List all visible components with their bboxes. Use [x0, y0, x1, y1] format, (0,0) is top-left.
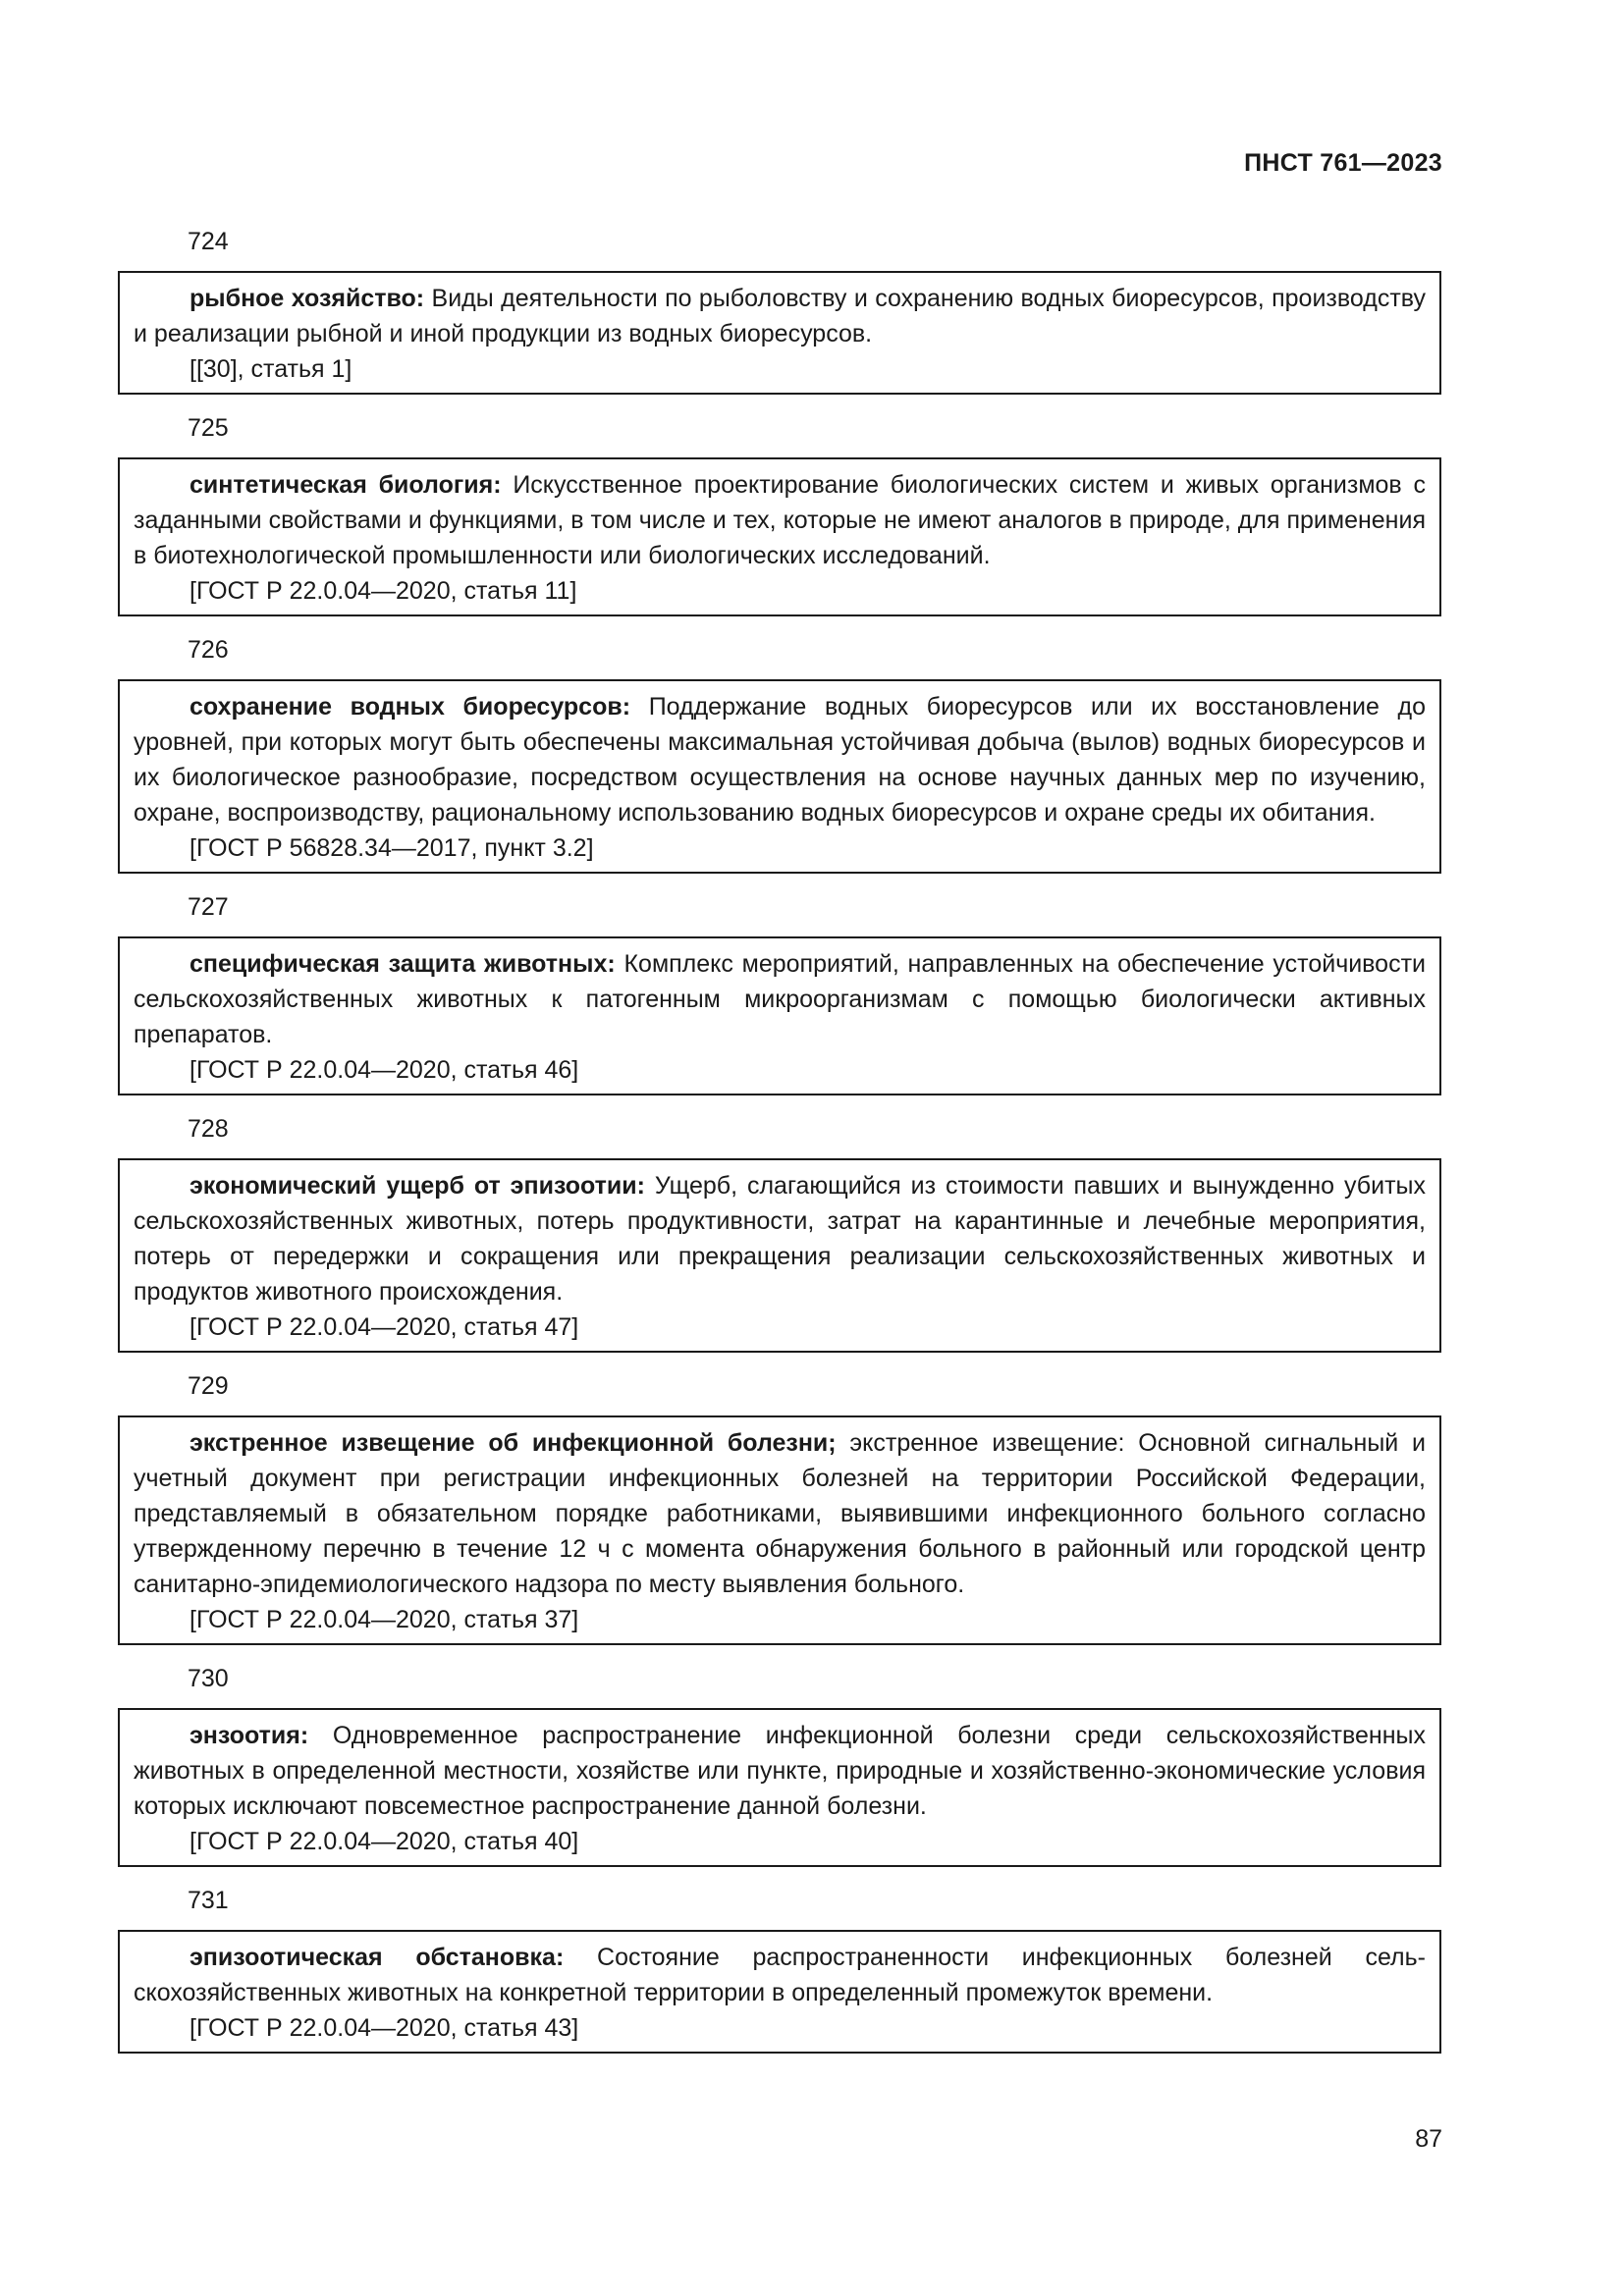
entry-definition — [134, 281, 1426, 351]
entry-definition-text: Ущерб, слагающийся из стоимости павших и вынужденно убитых сельскохозяйственных животных, потерь продуктивности, затрат на карантинные и лечебные мероприятия, потерь от передержки и сокращения или прекращения реализации сельскохозяйственных животных и продуктов животного происхождения. — [134, 1172, 1426, 1306]
entry-number: 728 — [188, 1115, 229, 1143]
entry-term: синтетическая биология: — [189, 471, 502, 499]
entry-definition — [134, 689, 1426, 830]
term-entry-729 — [118, 1368, 1441, 1645]
entry-source: [ГОСТ Р 22.0.04—2020, статья 46] — [189, 1056, 579, 1084]
entry-source: [ГОСТ Р 22.0.04—2020, статья 11] — [189, 577, 577, 605]
entry-definition-text: Искусственное проектирование биологических систем и живых организмов с заданными свойствами и функциями, в том числе и тех, которые не имеют аналогов в природе, для применения в биотехнологической промышленности или биологических исследований. — [134, 471, 1426, 569]
entry-source: [ГОСТ Р 56828.34—2017, пункт 3.2] — [189, 834, 594, 862]
entry-box — [118, 271, 1441, 395]
entry-source: [ГОСТ Р 22.0.04—2020, статья 43] — [189, 2014, 579, 2042]
term-entry-727 — [118, 889, 1441, 1095]
term-entry-726 — [118, 632, 1441, 874]
entry-box — [118, 1415, 1441, 1645]
entry-number: 726 — [188, 636, 229, 664]
entry-term: энзоотия: — [189, 1722, 309, 1749]
entry-term: экстренное извещение об инфекционной болезни; — [189, 1429, 837, 1457]
entry-source: [ГОСТ Р 22.0.04—2020, статья 47] — [189, 1313, 579, 1341]
entry-number: 725 — [188, 414, 229, 442]
term-entry-730 — [118, 1661, 1441, 1867]
entry-definition — [134, 1940, 1426, 2010]
entry-term: экономический ущерб от эпизоотии: — [189, 1172, 645, 1200]
entry-definition-text: Одновременное распространение инфекционной болезни среди сельскохозяйственных животных в определенной местности, хозяйстве или пункте, природные и хозяйственно-экономические условия которых исключают повсеместное распространение данной болезни. — [134, 1722, 1426, 1820]
entry-definition — [134, 467, 1426, 573]
term-entry-725 — [118, 410, 1441, 616]
entry-box — [118, 1708, 1441, 1867]
entry-number: 730 — [188, 1665, 229, 1692]
entry-definition — [134, 1718, 1426, 1824]
entry-box — [118, 1158, 1441, 1353]
page-number: 87 — [1415, 2125, 1442, 2153]
entry-definition-text: Комплекс мероприятий, направленных на обеспечение устойчивости сельскохозяйственных животных к патогенным микроорганизмам с помощью биологически активных препаратов. — [134, 950, 1426, 1048]
term-entry-724 — [118, 224, 1441, 395]
entry-source: [ГОСТ Р 22.0.04—2020, статья 40] — [189, 1828, 579, 1855]
entry-number: 731 — [188, 1887, 229, 1914]
term-entry-731 — [118, 1883, 1441, 2054]
entry-definition — [134, 946, 1426, 1052]
entry-number: 727 — [188, 893, 229, 921]
entry-term: сохранение водных биоресурсов: — [189, 693, 631, 721]
entry-term: рыбное хозяйство: — [189, 285, 425, 312]
entry-source: [[30], статья 1] — [189, 355, 352, 383]
entry-term: специфическая защита животных: — [189, 950, 616, 978]
entry-definition-text: Виды деятельности по рыболовству и сохранению водных биоресурсов, производству и реализации рыбной и иной продукции из водных биоресурсов. — [134, 285, 1426, 347]
entry-box — [118, 679, 1441, 874]
entry-definition-text: Поддержание водных биоресурсов или их восстановление до уровней, при которых могут быть обеспечены максимальная устойчивая добыча (вылов) водных биоресурсов и их биологическое разнообразие, посредством осуществления на основе научных данных мер по изучению, охране, воспроизводству, рациональному использованию водных биоресурсов и охране среды их обитания. — [134, 693, 1426, 827]
entry-number: 729 — [188, 1372, 229, 1400]
entry-definition — [134, 1425, 1426, 1602]
entry-definition-text: экстренное извещение: Основной сигнальный и учетный документ при регистрации инфекционных болезней на территории Российской Федерации, представляемый в обязательном порядке работниками, выявившими инфекционного больного согласно утвержденному перечню в течение 12 ч с момента обнаружения больного в районный или городской центр санитарно-эпидемиологического надзора по месту выявления больного. — [134, 1429, 1427, 1598]
terms-list — [118, 224, 1441, 2069]
entry-term: эпизоотическая обстановка: — [189, 1944, 565, 1971]
term-entry-728 — [118, 1111, 1441, 1353]
entry-box — [118, 457, 1441, 616]
entry-number: 724 — [188, 228, 229, 255]
document-id: ПНСТ 761—2023 — [1244, 149, 1442, 177]
entry-definition-text: Состояние распространенности инфекционных болезней сельскохозяйственных животных на конкретной территории в определенный промежуток времени. — [134, 1944, 1426, 2006]
entry-box — [118, 1930, 1441, 2054]
entry-source: [ГОСТ Р 22.0.04—2020, статья 37] — [189, 1606, 579, 1633]
entry-box — [118, 936, 1441, 1095]
entry-definition — [134, 1168, 1426, 1309]
